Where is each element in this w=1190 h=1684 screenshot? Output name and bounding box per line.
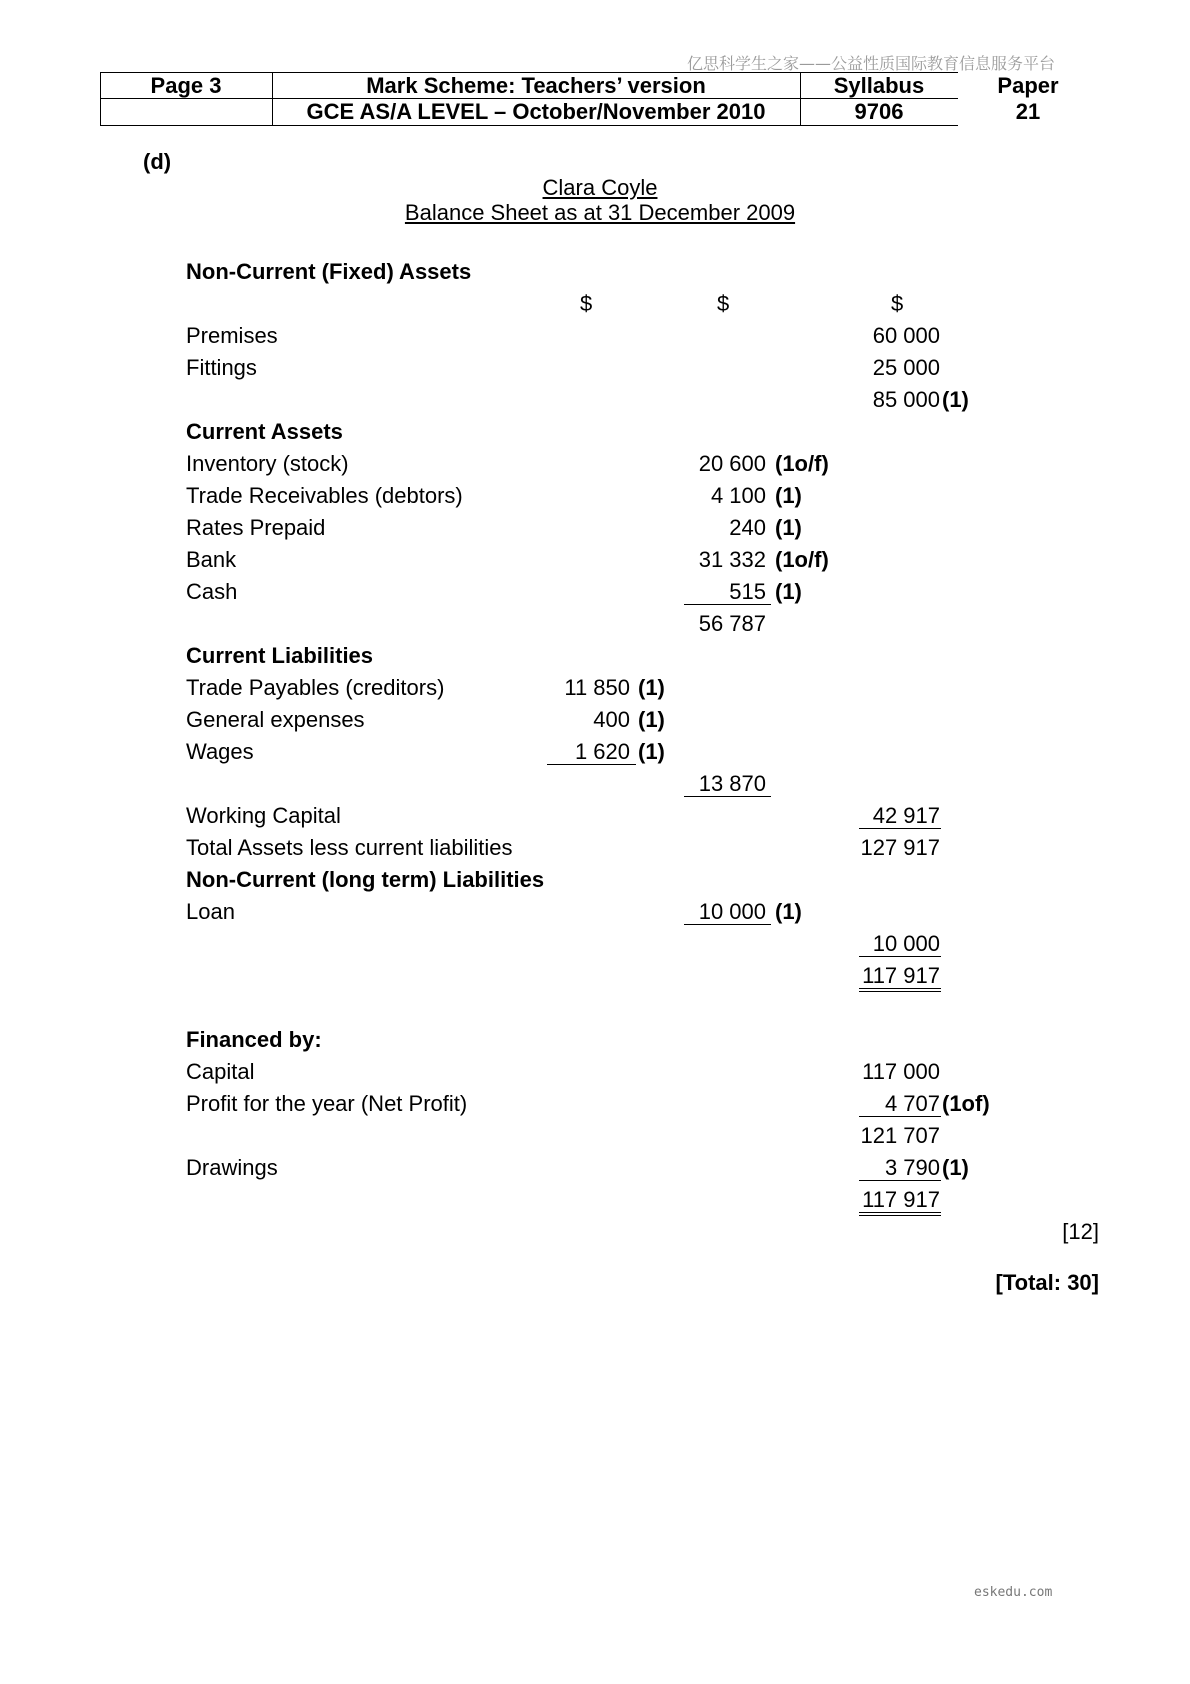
paper-label: Paper <box>997 73 1059 98</box>
subtotal-amount: 121 707 <box>860 1123 940 1148</box>
subtotal-row <box>0 608 1190 640</box>
mark-allocation: (1) <box>638 707 665 732</box>
section-heading-row <box>0 416 1190 448</box>
section-heading: Current Liabilities <box>186 643 374 668</box>
item-label: Drawings <box>186 1155 278 1180</box>
subtotal-row <box>0 768 1190 800</box>
item-label: Loan <box>186 899 235 924</box>
line-item <box>0 1056 1190 1088</box>
syllabus-label: Syllabus <box>833 73 925 98</box>
item-label: Rates Prepaid <box>186 515 326 540</box>
currency-symbol: $ <box>580 291 593 316</box>
currency-symbol: $ <box>891 291 904 316</box>
statement-title: Balance Sheet as at 31 December 2009 <box>404 200 796 225</box>
amount: 127 917 <box>860 835 940 860</box>
paper-number: 21 <box>1015 99 1041 124</box>
line-item <box>0 576 1190 608</box>
amount: 25 000 <box>872 355 940 380</box>
page-number: Page 3 <box>150 73 222 98</box>
section-heading-row <box>0 640 1190 672</box>
line-item <box>0 480 1190 512</box>
line-item <box>0 896 1190 928</box>
mark-allocation: (1o/f) <box>775 547 829 572</box>
watermark: 亿思科学生之家——公益性质国际教育信息服务平台 <box>686 54 1055 73</box>
subtotal-amount: 56 787 <box>698 611 766 636</box>
item-label: Total Assets less current liabilities <box>186 835 513 860</box>
amount: 31 332 <box>698 547 766 572</box>
section-heading: Financed by: <box>186 1027 322 1052</box>
item-label: Wages <box>186 739 254 764</box>
section-heading-row <box>0 864 1190 896</box>
amount: 11 850 <box>564 675 630 700</box>
amount: 4 707 <box>859 1092 941 1117</box>
mark-allocation: (1) <box>775 515 802 540</box>
net-assets-total: 117 917 <box>859 964 941 992</box>
line-item <box>0 736 1190 768</box>
mark-allocation: (1of) <box>942 1091 990 1116</box>
syllabus-code: 9706 <box>854 99 904 124</box>
item-label: Cash <box>186 579 238 604</box>
line-item <box>0 800 1190 832</box>
amount: 515 <box>684 580 771 605</box>
line-item <box>0 704 1190 736</box>
item-label: Working Capital <box>186 803 341 828</box>
amount: 3 790 <box>859 1156 941 1181</box>
line-item <box>0 512 1190 544</box>
line-item <box>0 448 1190 480</box>
item-label: Trade Receivables (debtors) <box>186 483 463 508</box>
mark-allocation: (1) <box>775 899 802 924</box>
line-item <box>0 320 1190 352</box>
amount: 20 600 <box>698 451 766 476</box>
header-rule-bottom <box>100 125 958 126</box>
subtotal-amount: 13 870 <box>684 772 771 797</box>
item-label: Inventory (stock) <box>186 451 349 476</box>
mark-allocation: (1o/f) <box>775 451 829 476</box>
spacer-row <box>0 992 1190 1024</box>
item-label: General expenses <box>186 707 365 732</box>
line-item <box>0 672 1190 704</box>
item-label: Fittings <box>186 355 257 380</box>
total-marks: [Total: 30] <box>995 1270 1099 1295</box>
balance-sheet <box>0 256 1190 1216</box>
exam-session: GCE AS/A LEVEL – October/November 2010 <box>306 99 766 124</box>
mark-allocation: (1) <box>638 739 665 764</box>
item-label: Capital <box>186 1059 255 1084</box>
net-assets-total-row <box>0 960 1190 992</box>
section-heading: Current Assets <box>186 419 343 444</box>
section-heading: Non-Current (Fixed) Assets <box>186 259 472 284</box>
amount: 400 <box>593 707 630 732</box>
currency-header-row <box>0 288 1190 320</box>
section-heading-row <box>0 256 1190 288</box>
line-item <box>0 544 1190 576</box>
section-heading-row <box>0 1024 1190 1056</box>
question-part: (d) <box>143 149 172 174</box>
section-heading: Non-Current (long term) Liabilities <box>186 867 545 892</box>
mark-allocation: (1) <box>942 387 969 412</box>
line-item <box>0 832 1190 864</box>
mark-allocation: (1) <box>775 579 802 604</box>
subtotal-row <box>0 384 1190 416</box>
line-item <box>0 1088 1190 1120</box>
subtotal-row <box>0 928 1190 960</box>
item-label: Bank <box>186 547 237 572</box>
mark-allocation: (1) <box>775 483 802 508</box>
mark-allocation: (1) <box>638 675 665 700</box>
amount: 1 620 <box>547 740 636 765</box>
subtotal-amount: 85 000 <box>872 387 940 412</box>
currency-symbol: $ <box>717 291 730 316</box>
line-item <box>0 1152 1190 1184</box>
capital-total: 117 917 <box>859 1188 941 1216</box>
business-name: Clara Coyle <box>542 175 658 200</box>
amount: 10 000 <box>684 900 771 925</box>
amount: 117 000 <box>862 1059 940 1084</box>
amount: 60 000 <box>872 323 940 348</box>
line-item <box>0 352 1190 384</box>
capital-total-row <box>0 1184 1190 1216</box>
item-label: Premises <box>186 323 278 348</box>
item-label: Trade Payables (creditors) <box>186 675 445 700</box>
subtotal-amount: 10 000 <box>859 932 941 957</box>
header-title: Mark Scheme: Teachers’ version <box>366 73 706 98</box>
part-marks: [12] <box>1062 1219 1099 1244</box>
subtotal-row <box>0 1120 1190 1152</box>
footer-watermark: eskedu.com <box>974 1585 1053 1600</box>
mark-allocation: (1) <box>942 1155 969 1180</box>
amount: 42 917 <box>859 804 941 829</box>
amount: 4 100 <box>710 483 766 508</box>
item-label: Profit for the year (Net Profit) <box>186 1091 468 1116</box>
amount: 240 <box>729 515 766 540</box>
